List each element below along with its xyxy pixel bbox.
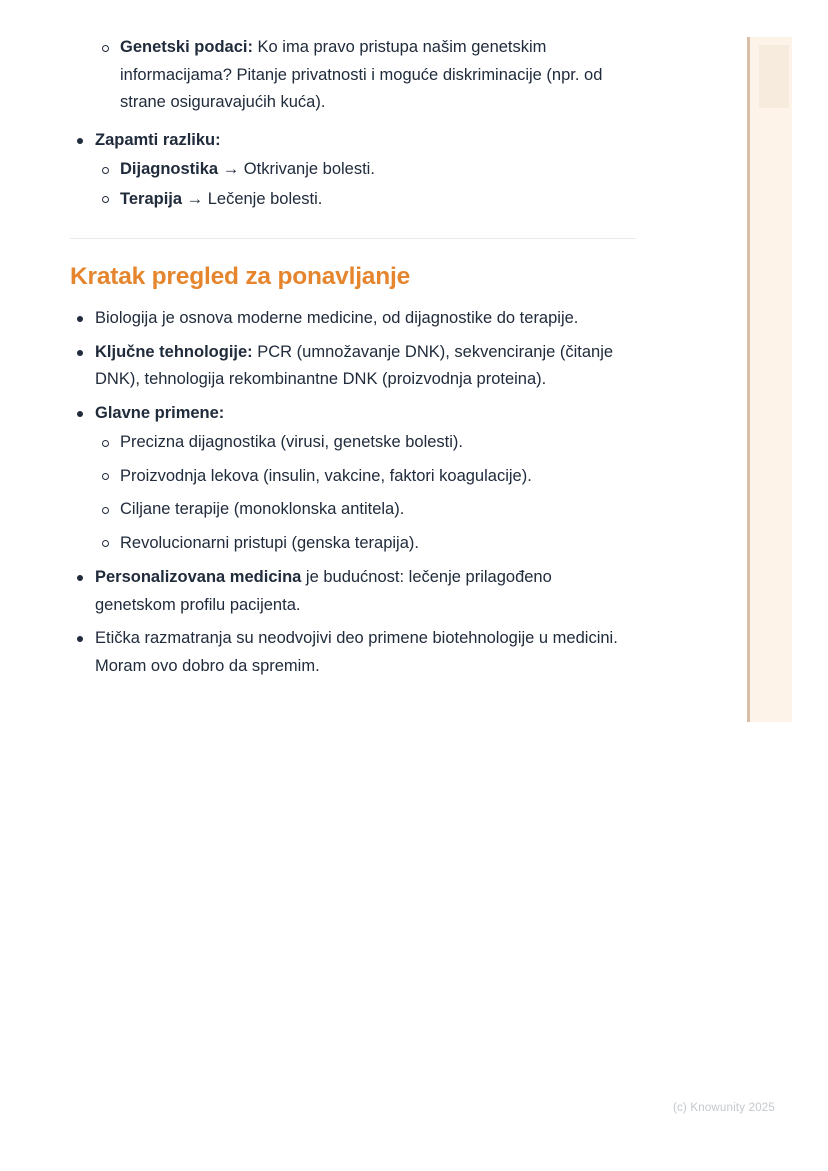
- list-item-bold: Dijagnostika: [120, 160, 219, 178]
- list-item-text: Etička razmatranja su neodvojivi deo primene biotehnologije u medicini. Moram ovo dobro da spremim.: [95, 629, 618, 675]
- bullet-disc-icon: [77, 411, 83, 417]
- bullet-disc-icon: [77, 316, 83, 322]
- list-item-bold: Glavne primene:: [95, 403, 225, 422]
- bullet-circle-icon: [102, 507, 109, 514]
- list-item-text: Ciljane terapije (monoklonska antitela).: [120, 500, 405, 518]
- bullet-disc-icon: [77, 350, 83, 356]
- section-divider: [70, 238, 636, 239]
- bullet-circle-icon: [102, 167, 109, 174]
- list-item-text: PCR (umnožavanje DNK), sekvenciranje (čitanje DNK), tehnologija rekombinantne DNK (proizvodnja proteina).: [95, 342, 614, 388]
- list-item-text: Ko ima pravo pristupa našim genetskim informacijama? Pitanje privatnosti i moguće diskriminacije (npr. od strane osiguravajućih kuća).: [120, 38, 603, 111]
- list-item-bold: Personalizovana medicina: [95, 568, 302, 586]
- list-item: [70, 34, 636, 117]
- list-item: [70, 186, 636, 214]
- list-item: [70, 305, 636, 333]
- right-margin-stripe-top-shade: [759, 45, 789, 108]
- section-heading: Kratak pregled za ponavljanje: [70, 263, 411, 290]
- list-item: [70, 400, 636, 428]
- list-item: [70, 530, 636, 558]
- list-item: [70, 156, 636, 184]
- list-item: [70, 564, 636, 619]
- list-item-text: Precizna dijagnostika (virusi, genetske bolesti).: [120, 433, 463, 451]
- list-item: [70, 127, 636, 155]
- list-item-text: → Otkrivanje bolesti.: [218, 160, 375, 178]
- bullet-circle-icon: [102, 45, 109, 52]
- list-item-text: Revolucionarni pristupi (genska terapija).: [120, 533, 419, 552]
- list-item: [70, 496, 636, 524]
- bullet-circle-icon: [102, 196, 109, 203]
- bullet-circle-icon: [102, 540, 109, 547]
- bullet-circle-icon: [102, 440, 109, 447]
- document-content: [70, 34, 636, 686]
- bullet-disc-icon: [77, 138, 83, 144]
- bullet-disc-icon: [77, 636, 83, 642]
- list-item: [70, 339, 636, 394]
- list-item: [70, 429, 636, 457]
- list-item-bold: Genetski podaci:: [120, 38, 253, 56]
- copyright-footer: (c) Knowunity 2025: [672, 1102, 775, 1114]
- list-item: [70, 625, 636, 680]
- list-item-bold: Zapamti razliku:: [95, 130, 221, 149]
- right-margin-stripe: [747, 37, 792, 722]
- bullet-circle-icon: [102, 473, 109, 480]
- list-item: [70, 463, 636, 491]
- list-item-text: → Lečenje bolesti.: [182, 189, 323, 208]
- list-item-text: Proizvodnja lekova (insulin, vakcine, faktori koagulacije).: [120, 466, 532, 485]
- list-item-bold: Terapija: [120, 189, 183, 208]
- list-item-text: je budućnost: lečenje prilagođeno genetskom profilu pacijenta.: [95, 568, 552, 614]
- bullet-disc-icon: [77, 575, 83, 581]
- list-item-text: Biologija je osnova moderne medicine, od dijagnostike do terapije.: [95, 309, 579, 327]
- list-item-bold: Ključne tehnologije:: [95, 342, 253, 361]
